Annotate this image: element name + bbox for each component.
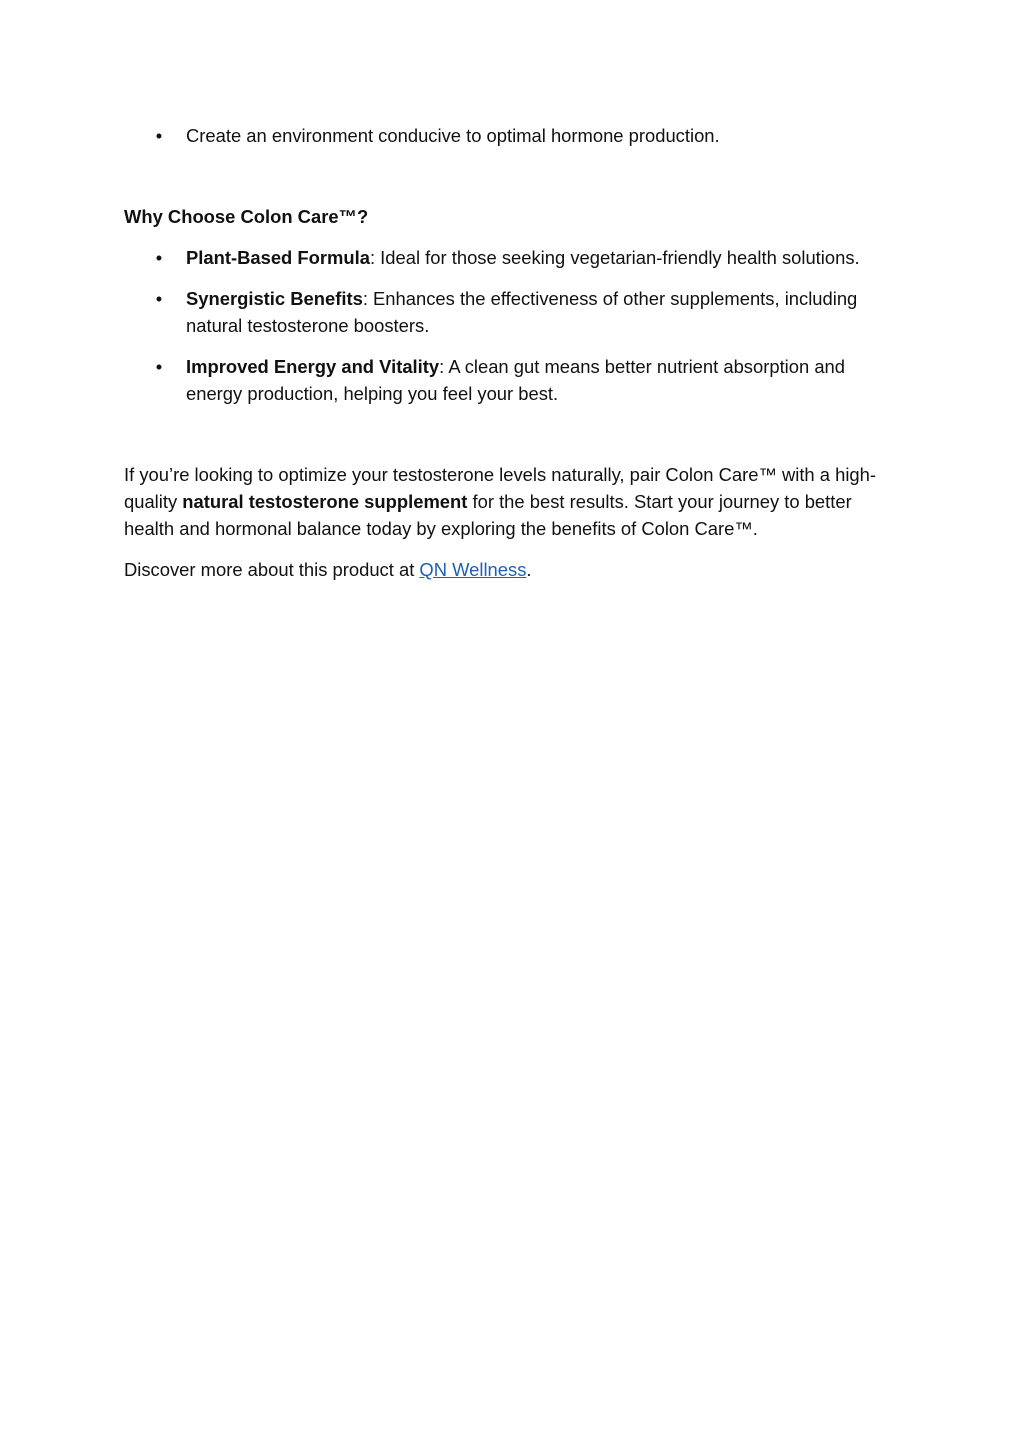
benefit-title: Improved Energy and Vitality [186,356,440,377]
section-heading: Why Choose Colon Care™? [124,206,369,227]
bullet-icon: • [155,288,163,309]
discover-text: Discover more about this product at [124,559,420,580]
list-item [124,122,904,149]
bullet-icon: • [155,356,163,377]
benefits-list [124,244,904,407]
bullet-icon: • [155,247,163,268]
benefit-title: Plant-Based Formula [186,247,370,268]
bullet-icon: • [155,125,163,146]
qn-wellness-link[interactable]: QN Wellness [419,559,527,580]
benefit-item-synergistic [124,285,904,339]
benefit-description: : Enhances the effectiveness of other supplements, including natural testosterone boosters. [186,288,858,336]
discover-paragraph [124,556,904,583]
benefit-description: : A clean gut means better nutrient absorption and energy production, helping you feel your best. [186,356,846,404]
closing-text-before: If you’re looking to optimize your testosterone levels naturally, pair Colon Care™ with a high-quality [124,464,876,512]
benefit-item-energy [124,353,904,407]
discover-period: . [526,559,532,580]
top-bullet-list [124,122,904,149]
benefit-title: Synergistic Benefits [186,288,363,309]
closing-text-after: for the best results. Start your journey to better health and hormonal balance today by exploring the benefits of Colon Care™. [124,491,852,539]
benefit-description: : Ideal for those seeking vegetarian-friendly health solutions. [369,247,860,268]
document-body [124,122,904,597]
benefit-item-plant-based [124,244,904,271]
list-item-text: Create an environment conducive to optimal hormone production. [186,125,720,146]
closing-text-bold: natural testosterone supplement [182,491,468,512]
closing-paragraph [124,461,904,542]
